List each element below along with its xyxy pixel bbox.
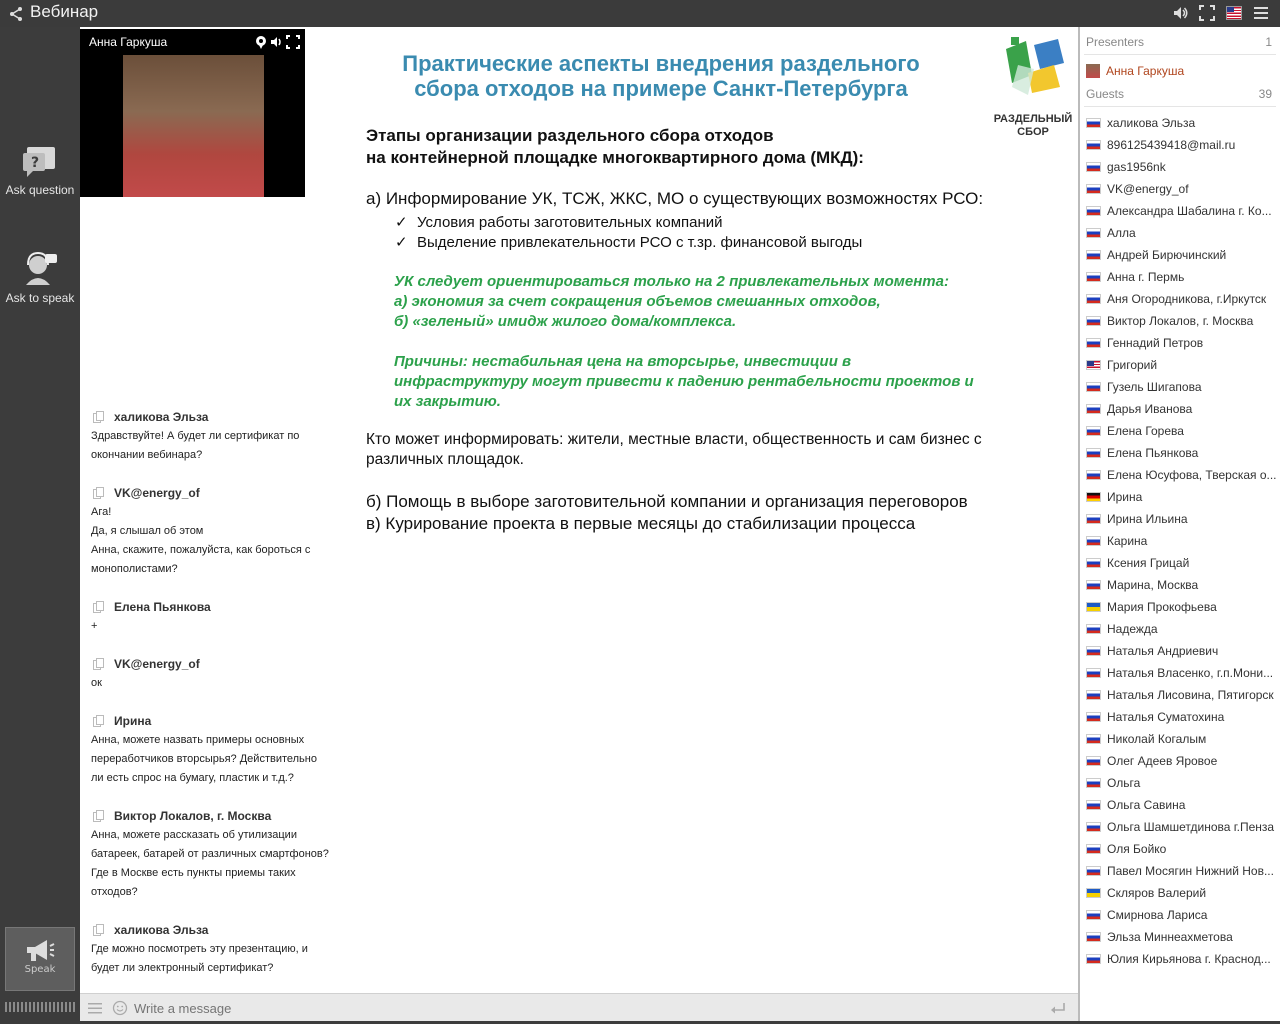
guest-item[interactable] <box>1086 926 1278 948</box>
copy-icon[interactable] <box>93 810 104 822</box>
guest-name: Скляров Валерий <box>1107 886 1207 900</box>
guests-label: Guests <box>1086 87 1125 101</box>
presenter-video[interactable] <box>80 29 305 197</box>
video-presenter-name: Анна Гаркуша <box>89 35 168 49</box>
menu-icon[interactable] <box>1253 5 1269 21</box>
flag-icon <box>1086 668 1101 678</box>
chat-author <box>80 920 335 940</box>
guest-name: Наталья Власенко, г.п.Мони... <box>1107 666 1274 680</box>
participants-panel <box>1080 27 1280 1021</box>
chat-message-text: Где можно посмотреть эту презентацию, и будет ли электронный сертификат? <box>91 943 308 974</box>
guest-name: Елена Пьянкова <box>1107 446 1199 460</box>
flag-icon <box>1086 844 1101 854</box>
chat-author-name: халикова Эльза <box>114 410 209 424</box>
guest-item[interactable] <box>1086 750 1278 772</box>
flag-icon <box>1086 316 1101 326</box>
guest-item[interactable] <box>1086 640 1278 662</box>
guest-name: Оля Бойко <box>1107 842 1167 856</box>
ask-question-label: Ask question <box>5 183 75 197</box>
volume-icon[interactable] <box>270 35 284 49</box>
flag-icon <box>1086 272 1101 282</box>
guest-name: Наталья Лисовина, Пятигорск <box>1107 688 1274 702</box>
guest-item[interactable] <box>1086 464 1278 486</box>
send-enter-icon[interactable] <box>1050 1000 1066 1016</box>
chat-message-text: Ага! Да, я слышал об этом Анна, скажите, пожалуйста, как бороться с монополистами? <box>91 506 311 575</box>
guest-item[interactable] <box>1086 266 1278 288</box>
guest-name: Гузель Шигапова <box>1107 380 1202 394</box>
guest-item[interactable] <box>1086 838 1278 860</box>
guest-name: Карина <box>1107 534 1148 548</box>
guest-name: Николай Когалым <box>1107 732 1207 746</box>
logo-text-line-2: СБОР <box>1017 126 1049 138</box>
flag-icon <box>1086 712 1101 722</box>
chat-message <box>80 654 335 693</box>
flag-icon <box>1086 338 1101 348</box>
checkmark-icon: ✓ <box>395 234 408 251</box>
guest-name: Дарья Иванова <box>1107 402 1193 416</box>
chat-author <box>80 597 335 617</box>
guest-item[interactable] <box>1086 596 1278 618</box>
guest-name: Анна г. Пермь <box>1107 270 1185 284</box>
guest-item[interactable] <box>1086 178 1278 200</box>
flag-icon <box>1086 558 1101 568</box>
flag-icon <box>1086 514 1101 524</box>
flag-icon <box>1086 690 1101 700</box>
flag-icon <box>1086 932 1101 942</box>
flag-icon <box>1086 624 1101 634</box>
presenters-count: 1 <box>1265 35 1272 49</box>
slide-bullet <box>395 233 862 253</box>
top-bar <box>0 0 1280 27</box>
guest-item[interactable] <box>1086 420 1278 442</box>
flag-icon <box>1086 382 1101 392</box>
chat-author-name: халикова Эльза <box>114 923 209 937</box>
copy-icon[interactable] <box>93 487 104 499</box>
ask-to-speak-button[interactable] <box>0 249 80 305</box>
guest-item[interactable] <box>1086 222 1278 244</box>
guest-name: Геннадий Петров <box>1107 336 1204 350</box>
svg-text:?: ? <box>31 155 40 171</box>
guest-name: Андрей Бирючинский <box>1107 248 1227 262</box>
guest-name: Елена Горева <box>1107 424 1184 438</box>
chat-message <box>80 806 335 902</box>
guest-name: Мария Прокофьева <box>1107 600 1217 614</box>
speak-button[interactable] <box>5 927 75 991</box>
guest-name: Елена Юсуфова, Тверская о... <box>1107 468 1277 482</box>
guest-name: Ольга Шамшетдинова г.Пенза <box>1107 820 1275 834</box>
slide-point-b: б) Помощь в выборе заготовительной компании и организация переговоров <box>366 492 968 511</box>
guest-name: Юлия Кирьянова г. Краснод... <box>1107 952 1271 966</box>
ask-to-speak-label: Ask to speak <box>5 291 75 305</box>
chat-author-name: Ирина <box>114 714 152 728</box>
guest-item[interactable] <box>1086 706 1278 728</box>
guest-item[interactable] <box>1086 618 1278 640</box>
logo-text-line-1: РАЗДЕЛЬНЫЙ <box>993 113 1073 125</box>
copy-icon[interactable] <box>93 715 104 727</box>
guest-item[interactable] <box>1086 310 1278 332</box>
slide-bullet-text: Условия работы заготовительных компаний <box>417 214 723 231</box>
headset-person-icon <box>21 249 59 287</box>
slide-title <box>351 51 971 101</box>
guest-name: Наталья Андриевич <box>1107 644 1219 658</box>
flag-icon <box>1086 646 1101 656</box>
guest-item[interactable] <box>1086 552 1278 574</box>
guest-name: халикова Эльза <box>1107 116 1196 130</box>
flag-icon <box>1086 492 1101 502</box>
guest-name: Александра Шабалина г. Ко... <box>1107 204 1272 218</box>
flag-icon <box>1086 206 1101 216</box>
chat-author <box>80 711 335 731</box>
chat-message <box>80 407 335 465</box>
slide-points-b-v <box>366 491 968 535</box>
guest-name: Ольга <box>1107 776 1141 790</box>
chat-message-text: Анна, можете рассказать об утилизации батареек, батарей от различных смартфонов? Где в Москве есть пункты приемы таких отходов? <box>91 829 329 898</box>
guest-name: Ирина Ильина <box>1107 512 1188 526</box>
chat-author-name: VK@energy_of <box>114 486 200 500</box>
chat-author <box>80 806 335 826</box>
slide-green-note-2: Причины: нестабильная цена на вторсырье, инвестиции в инфраструктуру могут привести к падению рентабельности проектов и их закрытию. <box>394 353 974 410</box>
flag-icon <box>1086 470 1101 480</box>
speak-label: Speak <box>24 964 56 975</box>
flag-icon <box>1086 822 1101 832</box>
flag-icon <box>1086 448 1101 458</box>
chat-message <box>80 920 335 978</box>
guest-name: Виктор Локалов, г. Москва <box>1107 314 1254 328</box>
guest-item[interactable] <box>1086 574 1278 596</box>
share-icon[interactable] <box>8 6 24 22</box>
slide-green-note-1: УК следует ориентироваться только на 2 привлекательных момента: а) экономия за счет сокращения объемов смешанных отходов, б) «зеленый» имидж жилого дома/комплекса. <box>394 273 949 330</box>
guest-name: Ксения Грицай <box>1107 556 1190 570</box>
divider <box>1084 54 1276 55</box>
presenter-portrait <box>123 55 264 197</box>
slide-title-line-1: Практические аспекты внедрения раздельного <box>402 51 920 76</box>
slide-bullet <box>395 213 862 233</box>
pin-icon[interactable] <box>254 35 268 49</box>
slide-bullets <box>395 213 862 253</box>
checkmark-icon: ✓ <box>395 214 408 231</box>
flag-icon <box>1086 118 1101 128</box>
guest-item[interactable] <box>1086 486 1278 508</box>
window-title: Вебинар <box>30 2 99 21</box>
flag-icon <box>1086 250 1101 260</box>
flag-icon <box>1086 602 1101 612</box>
guest-name: Наталья Суматохина <box>1107 710 1225 724</box>
presenters-header <box>1086 33 1274 51</box>
avatar <box>1086 64 1100 78</box>
guests-header <box>1086 85 1274 103</box>
guest-name: gas1956nk <box>1107 160 1166 174</box>
copy-icon[interactable] <box>93 601 104 613</box>
guest-name: Олег Адеев Яровое <box>1107 754 1218 768</box>
main-panel <box>80 27 1078 1021</box>
guest-item[interactable] <box>1086 860 1278 882</box>
presenter-name: Анна Гаркуша <box>1106 64 1185 78</box>
guest-item[interactable] <box>1086 156 1278 178</box>
guest-item[interactable] <box>1086 442 1278 464</box>
slide-bullet-text: Выделение привлекательности РСО с т.зр. финансовой выгоды <box>417 234 863 251</box>
flag-icon <box>1086 426 1101 436</box>
slide-title-line-2: сбора отходов на примере Санкт-Петербурга <box>414 76 908 101</box>
guest-item[interactable] <box>1086 200 1278 222</box>
divider <box>1084 106 1276 107</box>
ask-question-button[interactable] <box>0 145 80 197</box>
guest-item[interactable] <box>1086 772 1278 794</box>
slide-heading: Этапы организации раздельного сбора отходов на контейнерной площадке многоквартирного дома (МКД): <box>366 126 864 167</box>
guest-item[interactable] <box>1086 398 1278 420</box>
flag-icon <box>1086 162 1101 172</box>
guest-name: Григорий <box>1107 358 1158 372</box>
guest-name: Алла <box>1107 226 1136 240</box>
guest-item[interactable] <box>1086 530 1278 552</box>
emoji-icon[interactable] <box>112 1000 128 1016</box>
flag-icon <box>1086 756 1101 766</box>
guest-name: 896125439418@mail.ru <box>1107 138 1236 152</box>
language-flag-icon[interactable] <box>1226 6 1242 20</box>
guest-item[interactable] <box>1086 244 1278 266</box>
guest-name: Павел Мосягин Нижний Нов... <box>1107 864 1274 878</box>
guest-item[interactable] <box>1086 728 1278 750</box>
flag-icon <box>1086 580 1101 590</box>
guest-item[interactable] <box>1086 376 1278 398</box>
chat-message-text: Здравствуйте! А будет ли сертификат по окончании вебинара? <box>91 430 300 461</box>
flag-icon <box>1086 536 1101 546</box>
guest-name: Аня Огородникова, г.Иркутск <box>1107 292 1267 306</box>
flag-icon <box>1086 184 1101 194</box>
megaphone-icon <box>25 938 55 964</box>
chat-author <box>80 654 335 674</box>
flag-icon <box>1086 888 1101 898</box>
fullscreen-icon[interactable] <box>1199 5 1215 21</box>
chat-message-text: Анна, можете назвать примеры основных переработчиков вторсырья? Действительно ли есть спрос на бумагу, пластик и т.д.? <box>91 734 317 784</box>
guest-name: Марина, Москва <box>1107 578 1199 592</box>
flag-icon <box>1086 404 1101 414</box>
guest-item[interactable] <box>1086 508 1278 530</box>
flag-icon <box>1086 140 1101 150</box>
guest-item[interactable] <box>1086 662 1278 684</box>
left-rail <box>0 27 80 1024</box>
chat-message <box>80 483 335 579</box>
presenters-label: Presenters <box>1086 35 1145 49</box>
chat-author <box>80 483 335 503</box>
flag-icon <box>1086 866 1101 876</box>
guest-item[interactable] <box>1086 904 1278 926</box>
flag-icon <box>1086 734 1101 744</box>
chat-message <box>80 711 335 788</box>
guest-item[interactable] <box>1086 684 1278 706</box>
chat-feed <box>80 407 335 987</box>
audio-level-meter <box>5 1002 75 1012</box>
guest-name: Ольга Савина <box>1107 798 1186 812</box>
flag-icon <box>1086 910 1101 920</box>
guest-item[interactable] <box>1086 948 1278 970</box>
speaker-icon[interactable] <box>1173 5 1189 21</box>
presentation-slide <box>335 27 1078 567</box>
copy-icon[interactable] <box>93 924 104 936</box>
chat-author <box>80 407 335 427</box>
chat-author-name: Елена Пьянкова <box>114 600 211 614</box>
chat-message-text: ок <box>91 677 102 689</box>
guest-name: VK@energy_of <box>1107 182 1189 196</box>
guest-item[interactable] <box>1086 354 1278 376</box>
guest-name: Эльза Миннеахметова <box>1107 930 1233 944</box>
chat-menu-icon[interactable] <box>87 1000 103 1016</box>
chat-message <box>80 597 335 636</box>
slide-point-a: а) Информирование УК, ТСЖ, ЖКС, МО о существующих возможностях РСО: <box>366 189 984 208</box>
flag-icon <box>1086 954 1101 964</box>
presenter-item[interactable] <box>1086 60 1278 82</box>
chat-author-name: VK@energy_of <box>114 657 200 671</box>
logo-caption <box>993 113 1073 139</box>
question-bubble-icon <box>21 145 59 179</box>
slide-point-v: в) Курирование проекта в первые месяцы до стабилизации процесса <box>366 514 916 533</box>
guest-item[interactable] <box>1086 134 1278 156</box>
guest-name: Ирина <box>1107 490 1143 504</box>
chat-author-name: Виктор Локалов, г. Москва <box>114 809 272 823</box>
flag-icon <box>1086 778 1101 788</box>
guest-item[interactable] <box>1086 332 1278 354</box>
guest-item[interactable] <box>1086 288 1278 310</box>
flag-icon <box>1086 360 1101 370</box>
slide-who-informs: Кто может информировать: жители, местные власти, общественность и сам бизнес с различных площадок. <box>366 431 982 468</box>
chat-message-input[interactable] <box>134 997 1024 1019</box>
guest-item[interactable] <box>1086 794 1278 816</box>
copy-icon[interactable] <box>93 658 104 670</box>
guests-count: 39 <box>1258 87 1272 101</box>
message-bar <box>80 993 1078 1021</box>
guest-name: Надежда <box>1107 622 1158 636</box>
guest-item[interactable] <box>1086 882 1278 904</box>
chat-message-text: + <box>91 620 98 632</box>
video-fullscreen-icon[interactable] <box>286 35 300 49</box>
copy-icon[interactable] <box>93 411 104 423</box>
guest-item[interactable] <box>1086 816 1278 838</box>
flag-icon <box>1086 800 1101 810</box>
flag-icon <box>1086 228 1101 238</box>
guest-name: Смирнова Лариса <box>1107 908 1208 922</box>
flag-icon <box>1086 294 1101 304</box>
guest-item[interactable] <box>1086 112 1278 134</box>
